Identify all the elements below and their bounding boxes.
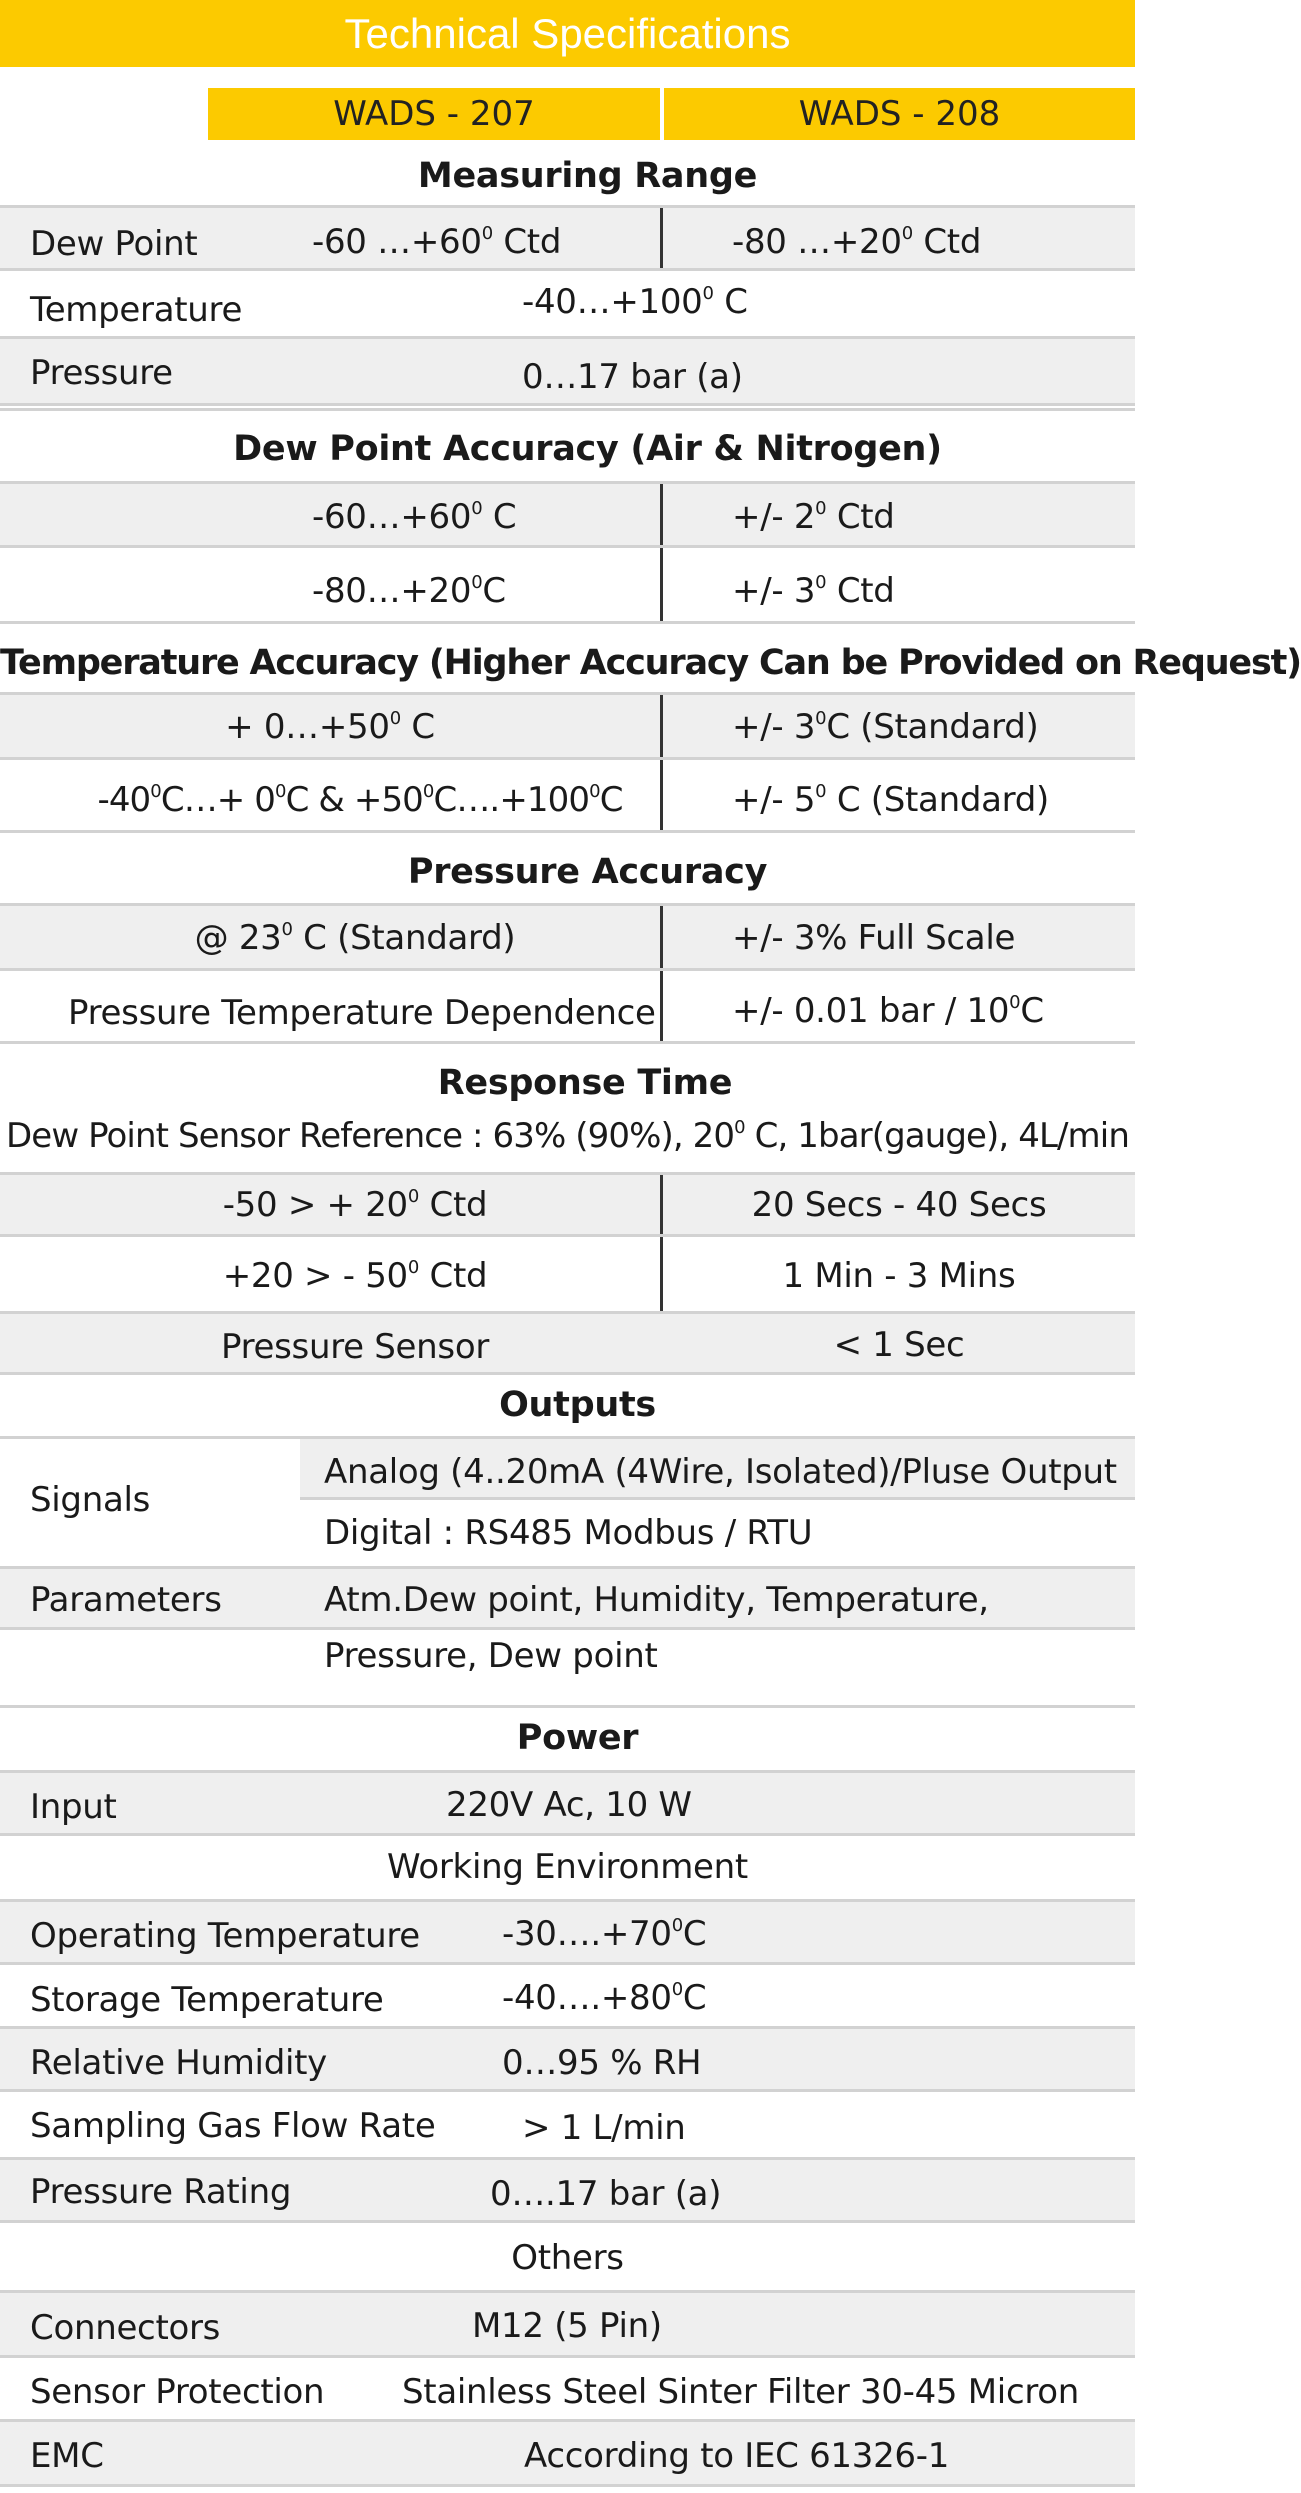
storage-temperature-value: $-40\dots.+80^0C$ <box>502 1978 707 2018</box>
pressure-accuracy-condition: @ $23^0$ C (Standard) <box>194 918 516 958</box>
section-heading-outputs: Outputs <box>499 1385 656 1425</box>
response-dew-time-2: 1 Min - 3 Mins <box>782 1256 1016 1296</box>
pressure-range: 0…17 bar (a) <box>522 357 743 397</box>
row-label-dew-point: Dew Point <box>30 224 198 264</box>
section-heading-pressure-accuracy: Pressure Accuracy <box>407 852 768 892</box>
temperature-range: $-40\dots+100^0$ C <box>522 282 748 322</box>
section-heading-working-environment: Working Environment <box>387 1847 748 1887</box>
response-time-reference: Dew Point Sensor Reference : 63% (90%), $20^0$ C, 1bar(gauge), 4L/min <box>6 1116 1129 1156</box>
sensor-protection-value: Stainless Steel Sinter Filter 30-45 Micron <box>402 2372 1080 2412</box>
row-label-relative-humidity: Relative Humidity <box>30 2043 327 2083</box>
table-row <box>0 484 1135 545</box>
column-header-wads-207: WADS - 207 <box>208 88 660 140</box>
operating-temperature-value: $-30\dots.+70^0C$ <box>502 1914 707 1954</box>
temp-accuracy-value-1: +/- $3^0C$ (Standard) <box>732 707 1039 747</box>
connectors-value: M12 (5 Pin) <box>472 2306 662 2346</box>
section-heading-dew-point-accuracy: Dew Point Accuracy (Air & Nitrogen) <box>233 429 942 469</box>
signals-digital: Digital : RS485 Modbus / RTU <box>324 1513 813 1553</box>
temp-accuracy-range-2: $-40^0C\dots+ 0^0C$ & $+50^0C\dots.+100^0C$ <box>97 780 623 820</box>
temp-accuracy-value-2: +/- $5^0$ C (Standard) <box>732 780 1049 820</box>
pressure-accuracy-value: +/- 3% Full Scale <box>732 918 1016 958</box>
pressure-temp-dependence-value: +/- 0.01 bar / $10^0C$ <box>732 991 1044 1031</box>
response-pressure-sensor-label: Pressure Sensor <box>220 1327 490 1367</box>
section-heading-measuring-range: Measuring Range <box>417 156 758 196</box>
row-label-emc: EMC <box>30 2436 104 2476</box>
row-label-sensor-protection: Sensor Protection <box>30 2372 325 2412</box>
row-label-sampling-gas-flow: Sampling Gas Flow Rate <box>30 2106 436 2146</box>
parameters-line-2: Pressure, Dew point <box>324 1636 658 1676</box>
relative-humidity-value: 0…95 % RH <box>502 2043 702 2083</box>
row-label-connectors: Connectors <box>30 2308 221 2348</box>
row-label-operating-temperature: Operating Temperature <box>30 1916 420 1956</box>
signals-analog: Analog (4..20mA (4Wire, Isolated)/Pluse Output <box>324 1452 1117 1492</box>
response-dew-range-2: +20 > - $50^0$ Ctd <box>222 1256 488 1296</box>
page-title: Technical Specifications <box>0 0 1135 67</box>
response-dew-time-1: 20 Secs - 40 Secs <box>751 1185 1047 1225</box>
emc-value: According to IEC 61326-1 <box>524 2436 950 2476</box>
row-label-input: Input <box>30 1787 117 1827</box>
response-pressure-sensor-time: < 1 Sec <box>833 1325 965 1365</box>
row-label-temperature: Temperature <box>30 290 243 330</box>
temp-accuracy-range-1: + $0\dots+50^0$ C <box>225 707 435 747</box>
dew-point-range-207: -60 $\dots+60^0$ Ctd <box>312 222 562 262</box>
parameters-line-1: Atm.Dew point, Humidity, Temperature, <box>324 1580 989 1620</box>
column-header-wads-208: WADS - 208 <box>664 88 1135 140</box>
row-label-storage-temperature: Storage Temperature <box>30 1980 384 2020</box>
section-heading-others: Others <box>511 2238 624 2278</box>
dew-accuracy-range-2: $-80\dots+20^0C$ <box>312 571 506 611</box>
section-heading-response-time: Response Time <box>437 1063 733 1103</box>
dew-point-range-208: -80 $\dots+20^0$ Ctd <box>732 222 982 262</box>
dew-accuracy-value-2: +/- $3^0$ Ctd <box>732 571 895 611</box>
row-label-pressure-rating: Pressure Rating <box>30 2172 292 2212</box>
dew-accuracy-range-1: $-60\dots+60^0$ C <box>312 497 517 537</box>
section-heading-temperature-accuracy: Temperature Accuracy (Higher Accuracy Can be Provided on Request) <box>0 643 1301 683</box>
dew-accuracy-value-1: +/- $2^0$ Ctd <box>732 497 895 537</box>
pressure-rating-value: 0….17 bar (a) <box>490 2174 722 2214</box>
section-heading-power: Power <box>516 1718 639 1758</box>
response-dew-range-1: -50 > + $20^0$ Ctd <box>222 1185 488 1225</box>
row-label-signals: Signals <box>30 1480 151 1520</box>
row-label-pressure: Pressure <box>30 353 173 393</box>
pressure-temp-dependence-label: Pressure Temperature Dependence <box>68 993 656 1033</box>
input-value: 220V Ac, 10 W <box>446 1785 692 1825</box>
row-label-parameters: Parameters <box>30 1580 222 1620</box>
sampling-gas-flow-value: > 1 L/min <box>522 2108 686 2148</box>
